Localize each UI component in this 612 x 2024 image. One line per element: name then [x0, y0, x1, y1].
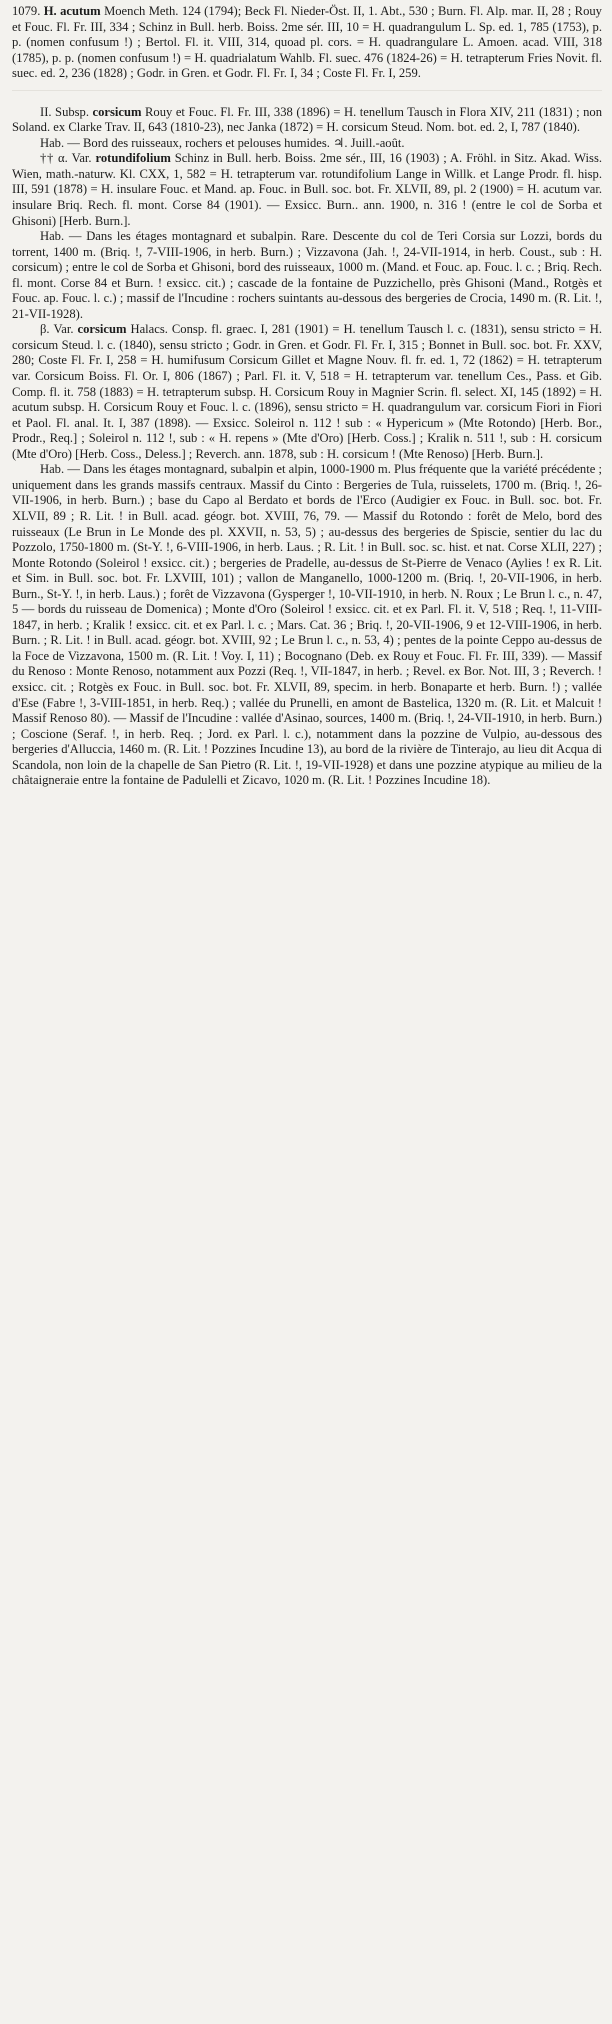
var-corsicum-habitat: Hab. — Dans les étages montagnard, subalpin et alpin, 1000-1900 m. Plus fréquente que la variété précédente ; uniquement dans les grands massifs centraux. Massif du Cinto : Bergeries de Tula, ruisselets, 1700 m. (Briq. !, 26-VII-1906, in herb. Burn.) ; base du Capo al Berdato et bords de l'Erco (Audigier ex Fouc. in Bull. soc. bot. Fr. XLVII, 89 ; R. Lit. ! in Bull. acad. géogr. bot. XVIII, 76, 79. — Massif du Rotondo : forêt de Melo, bord des ruisseaux (Le Brun in Le Monde des pl. XXVII, n. 53, 5) ; au-dessus des bergeries de Spiscie, sentier du lac du Pozzolo, 1750-1800 m. (St-Y. !, 6-VIII-1906, in herb. Laus. ; R. Lit. ! in Bull. soc. sc. hist. et nat. Corse XLII, 227) ; Monte Rotondo (Soleirol ! exsicc. cit.) ; bergeries de Pradelle, au-dessus de St-Pierre de Venaco (Aylies ! ex R. Lit. et Sim. in Bull. soc. bot. Fr. LXVIII, 101) ; vallon de Manganello, 1000-1200 m. (Briq. !, 20-VII-1906, in herb. Burn., St-Y. !, in herb. Laus.) ; forêt de Vizzavona (Gysperger !, 10-VII-1910, in herb. N. Roux ; Le Brun l. c., n. 47, 5 — bords du ruisseau de Domenica) ; Monte d'Oro (Soleirol ! exsicc. cit. et ex Parl. Fl. it. V, 518 ; Req. !, 11-VIII-1847, in herb. ; Kralik ! exsicc. cit. et ex Parl. l. c. ; Mars. Cat. 36 ; Briq. !, 20-VII-1906, 9 et 12-VIII-1906, in herb. Burn. ; R. Lit. ! in Bull. acad. géogr. bot. XVIII, 92 ; Le Brun l. c., n. 53, 4) ; pentes de la pointe Ceppo au-dessus de la Foce de Vizzavona, 1500 m. (R. Lit. ! Voy. I, 11) ; Bocognano (Deb. ex Rouy et Fouc. Fl. Fr. III, 339). — Massif du Renoso : Monte Renoso, notamment aux Pozzi (Req. !, VII-1847, in herb. ; Revel. ex Bor. Not. III, 3 ; Reverch. ! exsicc. cit. ; Rotgès ex Fouc. in Bull. soc. bot. Fr. XLVII, 89, specim. in herb. Bonaparte et herb. Burn. !) ; vallée d'Ese (Fabre !, 3-VIII-1851, in herb. Req.) ; vallée du Prunelli, en amont de Bastelica, 1320 m. (R. Lit. et Malcuit ! Massif Renoso 80). — Massif de l'Incudine : vallée d'Asinao, sources, 1400 m. (Briq. !, 24-VII-1910, in herb. Burn.) ; Coscione (Seraf. !, in herb. Req. ; Jord. ex Parl. l. c.), notamment dans la pozzine de Vulpio, au-dessous des bergeries d'Alluccia, 1460 m. (R. Lit. ! Pozzines Incudine 13), au bord de la rivière de Tinterajo, au lieu dit Acqua di Scandola, non loin de la chapelle de San Pietro (R. Lit. !, 19-VII-1928) et dans une pozzine atypique au milieu de la châtaigneraie entre la fontaine de Padulelli et Zicavo, 1020 m. (R. Lit. ! Pozzines Incudine 18).: [12, 462, 602, 788]
entry-1079-paragraph: [12, 4, 602, 82]
var-corsicum-prefix: β. Var.: [40, 322, 78, 337]
subsp-text: Rouy et Fouc. Fl. Fr. III, 338 (1896) = H. tenellum Tausch in Flora XIV, 211 (1831) ; non Soland. ex Clarke Trav. II, 643 (1810-23), nec Janka (1872) = H. corsicum Steud. Nom. bot. ed. 2, I, 787 (1840).: [12, 104, 602, 135]
subspecies-corsicum: [12, 105, 602, 152]
entry-1079: [12, 4, 602, 91]
var-corsicum-name: corsicum: [77, 322, 127, 337]
entry-species: acutum: [60, 4, 101, 18]
var-rotundifolium-text: Schinz in Bull. herb. Boiss. 2me sér., III, 16 (1903) ; A. Fröhl. in Sitz. Akad. Wiss. Wien, math.-naturw. Kl. CXX, 1, 582 = H. tetrapterum var. rotundifolium Lange in Willk. et Lange Prodr. fl. hisp. III, 591 (1878) = H. insulare Fouc. et Mand. ap. Fouc. in Bull. soc. bot. Fr. XLVII, 89, pl. 2 (1900) = H. acutum var. insulare Briq. Rech. fl. mont. Corse 84 (1901). — Exsicc. Burn.. ann. 1900, n. 316 ! (entre le col de Sorba et Ghisoni) [Herb. Burn.].: [12, 151, 602, 228]
entry-genus: H.: [43, 4, 57, 18]
subsp-heading-paragraph: [12, 105, 602, 136]
var-corsicum-text: Halacs. Consp. fl. graec. I, 281 (1901) = H. tenellum Tausch l. c. (1831), sensu stricto = H. corsicum Steud. l. c. (1840), sensu stricto ; Godr. in Gren. et Godr. Fl. Fr. I, 315 ; Bonnet in Bull. soc. bot. Fr. XXV, 280; Coste Fl. Fr. I, 258 = H. humifusum Corsicum Gillet et Magne Nouv. fl. fr. ed. 1, 72 (1862) = H. tetrapterum var. Corsicum Boiss. Fl. Or. I, 806 (1867) ; Parl. Fl. it. V, 518 = H. tetrapterum var. tenellum Ces., Pass. et Gib. Comp. fl. it. 758 (1883) = H. tetrapterum subsp. H. Corsicum Rouy in Magnier Scrin. fl. select. XI, 145 (1892) = H. acutum subsp. H. Corsicum Rouy et Fouc. l. c. (1896), sensu stricto = H. quadrangulum var. corsicum Fiori in Fiori et Paol. Fl. anal. It. I, 387 (1898). — Exsicc. Soleirol n. 112 ! sub : « Hypericum » (Mte Rotondo) [Herb. Bor., Prodr., Req.] ; Soleirol n. 112 !, sub : « H. repens » (Mte d'Oro) [Herb. Coss.] ; Kralik n. 511 !, sub : H. corsicum (Mte d'Oro) [Herb. Coss., Deless.] ; Reverch. ann. 1878, sub : H. corsicum ! (Mte Renoso) [Herb. Burn.].: [12, 322, 602, 461]
entry-authority: Moench Meth. 124 (1794); Beck Fl. Nieder-Öst. II, 1. Abt., 530 ; Burn. Fl. Alp. mar. II, 28 ; Rouy et Fouc. Fl. Fr. III, 334 ; Schinz in Bull. herb. Boiss. 2me sér. III, 10 = H. quadrangulum L. Sp. ed. 1, 785 (1753), p. p. (nomen confusum !) ; Bertol. Fl. it. VIII, 314, quoad pl. cors. = H. quadrangulare L. Amoen. acad. VIII, 318 (1785), p. p. (nomen confusum !) = H. quadrialatum Wahlb. Fl. suec. 476 (1824-26) = H. tetrapterum Fries Novit. fl. suec. ed. 2, 236 (1828) ; Godr. in Gren. et Godr. Fl. Fr. I, 34 ; Coste Fl. Fr. I, 259.: [12, 4, 602, 81]
subsp-name: corsicum: [92, 104, 142, 119]
var-rotundifolium-prefix: †† α. Var.: [40, 151, 96, 166]
var-corsicum-paragraph: [12, 322, 602, 462]
var-rotundifolium-habitat: Hab. — Dans les étages montagnard et subalpin. Rare. Descente du col de Teri Corsia sur Lozzi, bords du torrent, 1400 m. (Briq. !, 7-VIII-1906, in herb. Burn.) ; Vizzavona (Jah. !, 24-VII-1914, in herb. Coust., sub : H. corsicum) ; entre le col de Sorba et Ghisoni, bord des ruisseaux, 1000 m. (Mand. et Fouc. ap. Fouc. l. c. ; Briq. Rech. fl. mont. Corse 84 et Burn. ! exsicc. cit.) ; cascade de la fontaine de Puzzichello, près Ghisoni (Mand., Rotgès et Fouc. ap. Fouc. l. c.) ; massif de l'Incudine : rochers suintants au-dessous des bergeries de Crocia, 1490 m. (R. Lit. !, 21-VII-1928).: [12, 229, 602, 321]
subsp-habitat: Hab. — Bord des ruisseaux, rochers et pelouses humides. ♃. Juill.-août.: [40, 135, 405, 150]
subsp-prefix: II. Subsp.: [40, 104, 93, 119]
variety-corsicum: [12, 322, 602, 788]
entry-number: 1079.: [12, 4, 41, 18]
var-rotundifolium-paragraph: [12, 151, 602, 229]
spacer: [12, 91, 602, 105]
variety-rotundifolium: [12, 151, 602, 322]
var-rotundifolium-name: rotundifolium: [95, 151, 171, 166]
